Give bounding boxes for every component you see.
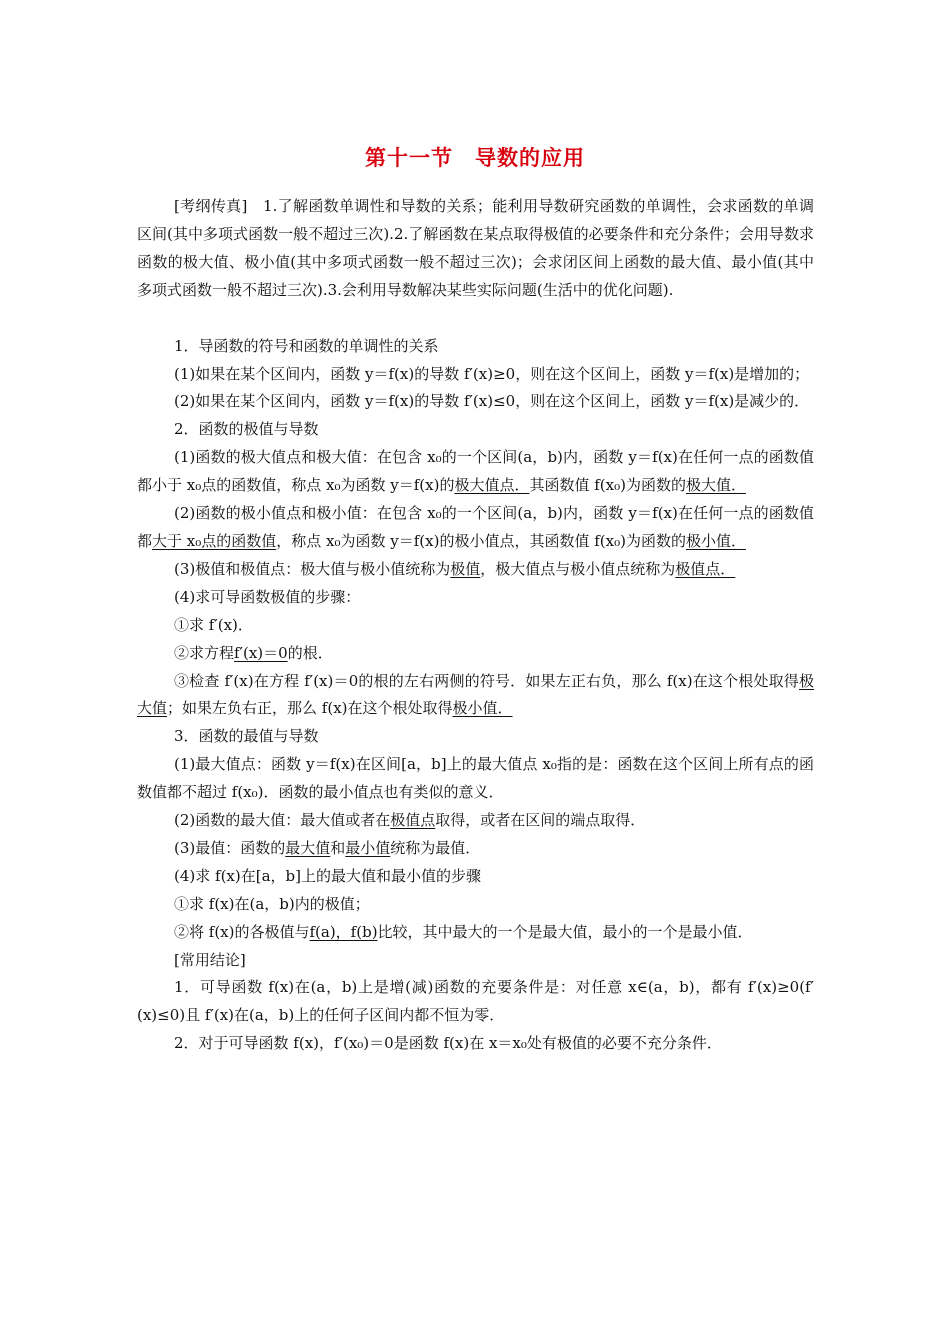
answer-blank: 极值点．	[675, 559, 736, 578]
answer-blank: 最小值	[345, 838, 391, 857]
text-run: ，极大值点与极小值点统称为	[480, 559, 676, 578]
document-body	[137, 193, 814, 1058]
section-3-step-2	[137, 919, 814, 947]
section-1-item-2: (2)如果在某个区间内，函数 y＝f(x)的导数 f′(x)≤0，则在这个区间上，函数 y＝f(x)是减少的．	[174, 392, 810, 411]
answer-blank: 大于 x₀点的函数值	[152, 531, 277, 550]
syllabus-paragraph: [考纲传真] 1.了解函数单调性和导数的关系；能利用导数研究函数的单调性，会求函数的单调区间(其中多项式函数一般不超过三次).2.了解函数在某点取得极值的必要条件和充分条件；会用导数求函数的极大值、极小值(其中多项式函数一般不超过三次)；会求闭区间上函数的最大值、最小值(其中多项式函数一般不超过三次).3.会利用导数解决某些实际问题(生活中的优化问题).	[137, 197, 814, 299]
answer-blank: 极值	[450, 559, 481, 578]
text-run: 比较，其中最大的一个是最大值，最小的一个是最小值．	[377, 922, 753, 941]
text-run: ②将 f(x)的各极值与	[174, 922, 310, 941]
section-1-heading: 1．导函数的符号和函数的单调性的关系	[174, 336, 439, 355]
section-3-item-2	[137, 807, 814, 835]
text-run: ；如果左负右正，那么 f(x)在这个根处取得	[167, 699, 453, 718]
section-2-step-1: ①求 f′(x)．	[174, 615, 253, 634]
answer-blank: 极大值点．	[454, 476, 530, 495]
answer-blank: 极大值．	[685, 476, 746, 495]
answer-blank: 极大值	[137, 671, 814, 718]
section-2-step-2	[137, 640, 814, 668]
conclusion-1: 1．可导函数 f(x)在(a，b)上是增(减)函数的充要条件是：对任意 x∈(a，b)，都有 f′(x)≥0(f′(x)≤0)且 f′(x)在(a，b)上的任何子区间内都不恒为零．	[137, 978, 814, 1025]
text-run: 的根．	[287, 643, 333, 662]
section-3-item-4: (4)求 f(x)在[a，b]上的最大值和最小值的步骤	[174, 866, 481, 885]
section-2-heading: 2．函数的极值与导数	[174, 420, 319, 439]
text-run: ③检查 f′(x)在方程 f′(x)＝0的根的左右两侧的符号．如果左正右负，那么 f(x)在这个根处取得	[174, 671, 799, 690]
text-run: (1)函数的极大值点和极大值：在包含 x₀的一个区间(a，b)内，函数 y＝f(x)在任何一点的函数值都小于 x₀点的函数值，称点 x₀为函数 y＝f(x)的	[137, 448, 814, 495]
conclusion-2: 2．对于可导函数 f(x)，f′(x₀)＝0是函数 f(x)在 x＝x₀处有极值的必要不充分条件．	[174, 1034, 722, 1053]
section-2-item-4: (4)求可导函数极值的步骤：	[174, 587, 361, 606]
answer-blank: 极值点	[390, 811, 436, 830]
section-3-step-1: ①求 f(x)在(a，b)内的极值；	[174, 894, 370, 913]
section-2-step-3	[137, 668, 814, 724]
answer-blank: f′(x)＝0	[234, 643, 288, 662]
answer-blank: 极小值．	[452, 699, 513, 718]
answer-blank: f(a)，f(b)	[309, 922, 378, 941]
section-2-item-1	[137, 444, 814, 500]
text-run: 统称为最值．	[390, 838, 481, 857]
text-run: ②求方程	[174, 643, 235, 662]
section-3-item-3	[137, 835, 814, 863]
answer-blank: 最大值	[285, 838, 331, 857]
text-run: 和	[330, 838, 346, 857]
text-run: ，称点 x₀为函数 y＝f(x)的极小值点，其函数值 f(x₀)为函数的	[276, 531, 686, 550]
text-run: (3)极值和极值点：极大值与极小值统称为	[174, 559, 451, 578]
conclusions-heading: [常用结论]	[174, 950, 246, 969]
text-run: 其函数值 f(x₀)为函数的	[529, 476, 686, 495]
section-2-item-2	[137, 500, 814, 556]
section-3-heading: 3．函数的最值与导数	[174, 727, 319, 746]
page-title: 第十一节 导数的应用	[365, 146, 585, 170]
text-run: (3)最值：函数的	[174, 838, 286, 857]
answer-blank: 极小值．	[685, 531, 746, 550]
text-run: (2)函数的最大值：最大值或者在	[174, 811, 391, 830]
section-3-item-1: (1)最大值点：函数 y＝f(x)在区间[a，b]上的最大值点 x₀指的是：函数在这个区间上所有点的函数值都不超过 f(x₀)．函数的最小值点也有类似的意义．	[137, 755, 814, 802]
section-gap	[137, 305, 814, 333]
text-run: 取得，或者在区间的端点取得．	[435, 811, 646, 830]
section-2-item-3	[137, 556, 814, 584]
section-1-item-1: (1)如果在某个区间内，函数 y＝f(x)的导数 f′(x)≥0，则在这个区间上，函数 y＝f(x)是增加的；	[174, 364, 810, 383]
text-run: (2)函数的极小值点和极小值：在包含 x₀的一个区间(a，b)内，函数 y＝f(x)在任何一点的函数值都	[137, 504, 814, 550]
